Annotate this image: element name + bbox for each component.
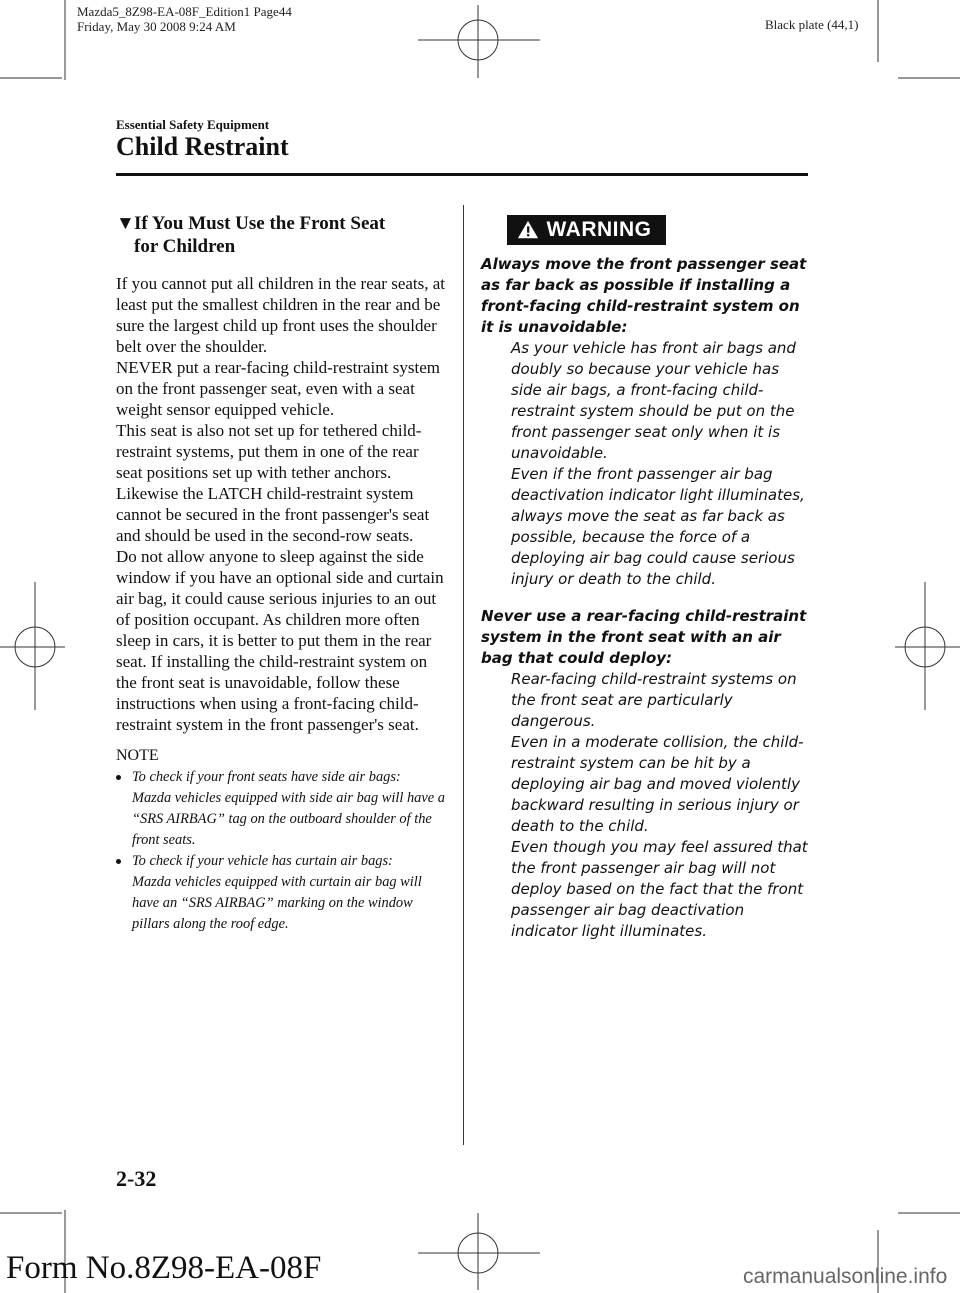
note-lead: To check if your vehicle has curtain air bags: bbox=[132, 853, 393, 869]
section-label: Essential Safety Equipment bbox=[116, 117, 270, 132]
warning-lead: Always move the front passenger seat as far back as possible if installing a front-facing child-restraint system on it is unavoidable: bbox=[481, 255, 807, 336]
file-name: Mazda5_8Z98-EA-08F_Edition1 Page44 bbox=[77, 4, 292, 19]
file-info bbox=[77, 4, 292, 34]
paragraph: This seat is also not set up for tethered child-restraint systems, put them in one of the rear seat positions set up with tether anchors. bbox=[116, 421, 422, 482]
plate-label: Black plate (44,1) bbox=[765, 17, 859, 32]
paragraph: Do not allow anyone to sleep against the side window if you have an optional side and curtain air bag, it could cause serious injuries to an out of position occupant. As children more often sleep in cars, it is better to put them in the rear seat. If installing the child-restraint system on the front seat is unavoidable, follow these instructions when using a front-facing child-restraint system in the front passenger's seat. bbox=[116, 547, 444, 734]
paragraph: Likewise the LATCH child-restraint system cannot be secured in the front passenger's seat and should be used in the second-row seats. bbox=[116, 484, 430, 545]
watermark-text: carmanualsonline.info bbox=[743, 1265, 948, 1288]
note-item bbox=[116, 767, 446, 851]
note-list bbox=[116, 767, 446, 935]
form-number: Form No.8Z98-EA-08F bbox=[6, 1250, 322, 1286]
note-lead: To check if your front seats have side air bags: bbox=[132, 769, 401, 785]
warning-paragraph: As your vehicle has front air bags and doubly so because your vehicle has side air bags, a front-facing child-restraint system should be put on the front passenger seat only when it is unavoidable. bbox=[511, 339, 796, 462]
file-timestamp: Friday, May 30 2008 9:24 AM bbox=[77, 19, 236, 34]
page-number: 2-32 bbox=[116, 1166, 157, 1191]
page-title: Child Restraint bbox=[116, 132, 289, 161]
warning-paragraph: Even if the front passenger air bag deactivation indicator light illuminates, always move the seat as far back as possible, because the force of a deploying air bag could cause serious injury or death to the child. bbox=[511, 465, 805, 588]
note-item bbox=[116, 851, 446, 935]
note-text: Mazda vehicles equipped with side air bag will have a “SRS AIRBAG” tag on the outboard shoulder of the front seats. bbox=[132, 790, 445, 848]
warning-label: WARNING bbox=[546, 218, 652, 241]
heading-marker-icon: ▼ bbox=[116, 213, 135, 234]
paragraph: If you cannot put all children in the rear seats, at least put the smallest children in the rear and be sure the largest child up front uses the shoulder belt over the shoulder. bbox=[116, 274, 446, 356]
note-title: NOTE bbox=[116, 747, 159, 764]
note-text: Mazda vehicles equipped with curtain air bag will have an “SRS AIRBAG” marking on the window pillars along the roof edge. bbox=[132, 874, 422, 932]
section-heading bbox=[116, 212, 446, 258]
warning-paragraph: Even in a moderate collision, the child-restraint system can be hit by a deploying air bag and moved violently backward resulting in serious injury or death to the child. bbox=[511, 733, 804, 835]
warning-box bbox=[481, 215, 809, 942]
bullet-icon bbox=[116, 859, 121, 864]
column-divider bbox=[463, 205, 464, 1145]
bullet-icon bbox=[116, 775, 121, 780]
warning-paragraph: Even though you may feel assured that the front passenger air bag will not deploy based on the fact that the front passenger air bag deactivation indicator light illuminates. bbox=[511, 838, 808, 940]
heading-line-2: for Children bbox=[134, 236, 236, 257]
body-text bbox=[116, 273, 446, 735]
paragraph: NEVER put a rear-facing child-restraint system on the front passenger seat, even with a seat weight sensor equipped vehicle. bbox=[116, 358, 440, 419]
warning-lead: Never use a rear-facing child-restraint system in the front seat with an air bag that could deploy: bbox=[481, 607, 807, 667]
warning-badge bbox=[507, 215, 666, 245]
warning-text bbox=[481, 254, 809, 942]
warning-triangle-icon bbox=[517, 219, 539, 241]
title-rule bbox=[116, 173, 808, 176]
heading-line-1: If You Must Use the Front Seat bbox=[134, 213, 386, 234]
left-column bbox=[116, 212, 446, 935]
warning-paragraph: Rear-facing child-restraint systems on the front seat are particularly dangerous. bbox=[511, 670, 797, 730]
